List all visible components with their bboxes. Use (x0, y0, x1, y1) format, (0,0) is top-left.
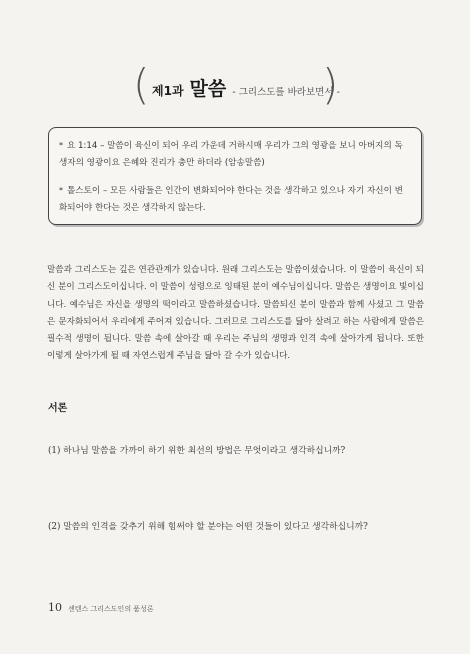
asterisk-bullet: * (59, 186, 63, 195)
running-title: 센텐스 그리스도인의 품성론 (68, 605, 154, 613)
lesson-title (0, 62, 470, 110)
asterisk-bullet: * (59, 141, 63, 150)
memory-verse-text: 요 1:14 – 말씀이 육신이 되어 우리 가운데 거하시매 우리가 그의 영광을 보니 아버지의 독생자의 영광이요 은혜와 진리가 충만 하더라 (암송말씀) (59, 141, 403, 168)
question-2: (2) 말씀의 인격을 갖추기 위해 힘써야 할 분야는 어떤 것들이 있다고 생각하십니까? (48, 522, 368, 532)
lesson-subtitle: - 그리스도를 바라보면서 - (232, 87, 340, 98)
page-number: 10 (48, 601, 62, 614)
title-left-paren: ( (133, 60, 150, 109)
title-text (152, 74, 340, 101)
section-heading: 서론 (48, 403, 68, 414)
memory-verse (59, 137, 407, 172)
tolstoy-quote (59, 182, 407, 217)
lesson-title-main: 말씀 (189, 78, 227, 100)
body-paragraph: 말씀과 그리스도는 깊은 연관관계가 있습니다. 원래 그리스도는 말씀이셨습니다. 이 말씀이 육신이 되신 분이 그리스도이십니다. 이 말씀이 성령으로 잉태된 분이 예수님이십니다. 말씀은 생명이요 빛이십니다. 예수님은 자신을 생명의 떡이라고 말씀하셨습니다. 말씀되신 분이 말씀과 함께 사셨고 그 말씀은 문자화되어서 우리에게 주어져 있습니다. 그러므로 그리스도를 닮아 살려고 하는 사람에게 말씀은 필수적 생명이 됩니다. 말씀 속에 살아갈 때 우리는 주님의 생명과 인격 속에 살아가게 됩니다. 또한 이렇게 살아가게 될 때 자연스럽게 주님을 닮아 갈 수가 있습니다. (47, 265, 424, 362)
question-1: (1) 하나님 말씀을 가까이 하기 위한 최선의 방법은 무엇이라고 생각하십니까? (48, 446, 346, 456)
lesson-number: 제1과 (152, 84, 184, 98)
memory-verse-box (48, 127, 422, 225)
tolstoy-quote-text: 톨스토이 – 모든 사람들은 인간이 변화되어야 한다는 것을 생각하고 있으나 자기 자신이 변화되어야 한다는 것은 생각하지 않는다. (59, 186, 403, 213)
page-footer (48, 596, 154, 615)
title-right-paren: ) (322, 60, 339, 109)
